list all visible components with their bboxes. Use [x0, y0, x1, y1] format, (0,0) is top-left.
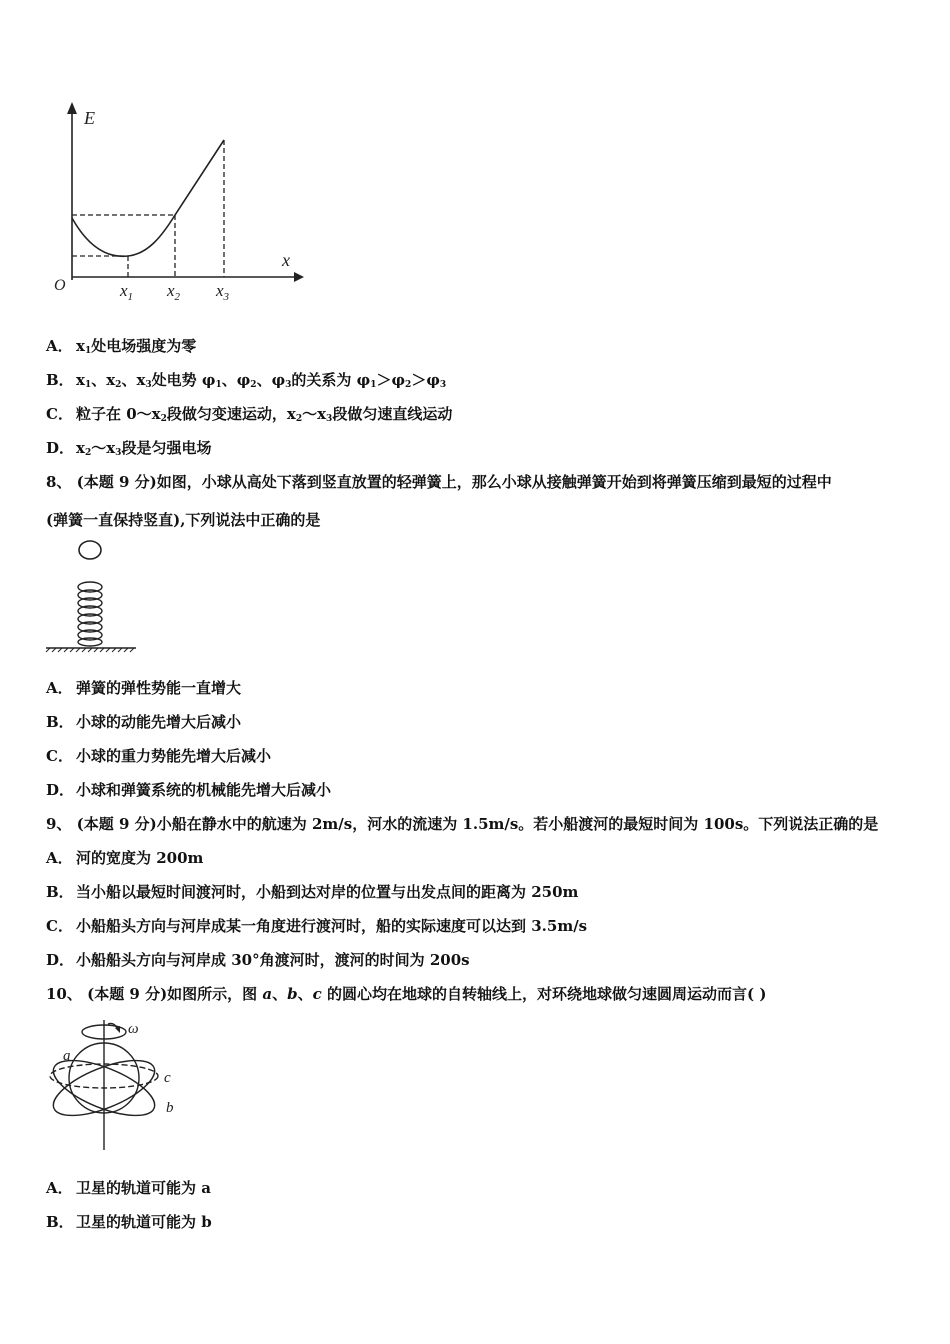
label-b: b	[166, 1100, 174, 1116]
q10-option-a: A． 卫星的轨道可能为 a	[46, 1179, 211, 1197]
q8-stem-line2: (弹簧一直保持竖直),下列说法中正确的是	[46, 511, 321, 529]
x-axis-label: x	[282, 250, 290, 270]
q8-stem-line1: 8、 (本题 9 分)如图，小球从高处下落到竖直放置的轻弹簧上，那么小球从接触弹簧开始到将弹簧压缩到最短的过程中	[46, 473, 832, 491]
tick-x3: $x_3$	[216, 281, 230, 303]
earth-orbits-figure	[48, 1016, 198, 1156]
tick-x1: $x_1$	[120, 281, 134, 303]
q9-option-d: D． 小船船头方向与河岸成 30°角渡河时，渡河的时间为 200s	[46, 951, 470, 969]
q10-stem: 10、 (本题 9 分)如图所示，图 a、b、c 的圆心均在地球的自转轴线上，对环绕地球做匀速圆周运动而言( )	[46, 985, 767, 1003]
q7-option-d: D． $x_2\sim x_3$段是匀强电场	[46, 439, 212, 458]
q8-option-d: D． 小球和弹簧系统的机械能先增大后减小	[46, 781, 332, 799]
q10-option-b: B． 卫星的轨道可能为 b	[46, 1213, 212, 1231]
q9-option-b: B． 当小船以最短时间渡河时，小船到达对岸的位置与出发点间的距离为 250m	[46, 883, 579, 901]
q8-option-c: C． 小球的重力势能先增大后减小	[46, 747, 272, 765]
e-x-graph	[50, 100, 310, 303]
q7-option-a: A． $x_1$处电场强度为零	[46, 337, 197, 356]
q7-option-b: B． $x_1$、$x_2$、$x_3$处电势 $\varphi_1$、$\varphi_2$、$\varphi_3$的关系为 $\varphi_1>\varphi_2>\varphi_3$	[46, 371, 447, 390]
tick-x2: $x_2$	[167, 281, 181, 303]
ball-spring-figure	[44, 538, 144, 658]
q9-stem: 9、 (本题 9 分)小船在静水中的航速为 2m/s，河水的流速为 1.5m/s。若小船渡河的最短时间为 100s。下列说法正确的是	[46, 815, 879, 833]
q7-option-c: C． 粒子在 $0\sim x_2$段做匀变速运动，$x_2\sim x_3$段做匀速直线运动	[46, 405, 453, 424]
ball	[79, 541, 101, 559]
omega-label: ω	[128, 1021, 139, 1037]
spring	[78, 582, 102, 646]
q9-option-c: C． 小船船头方向与河岸成某一角度进行渡河时，船的实际速度可以达到 3.5m/s	[46, 917, 588, 935]
label-c: c	[164, 1070, 171, 1086]
q8-option-a: A． 弹簧的弹性势能一直增大	[46, 679, 242, 697]
e-curve	[72, 140, 224, 256]
e-axis-label: E	[84, 108, 95, 128]
label-a: a	[63, 1048, 71, 1064]
q8-option-b: B． 小球的动能先增大后减小	[46, 713, 242, 731]
q9-option-a: A． 河的宽度为 200m	[46, 849, 204, 867]
origin-label: O	[54, 277, 66, 294]
